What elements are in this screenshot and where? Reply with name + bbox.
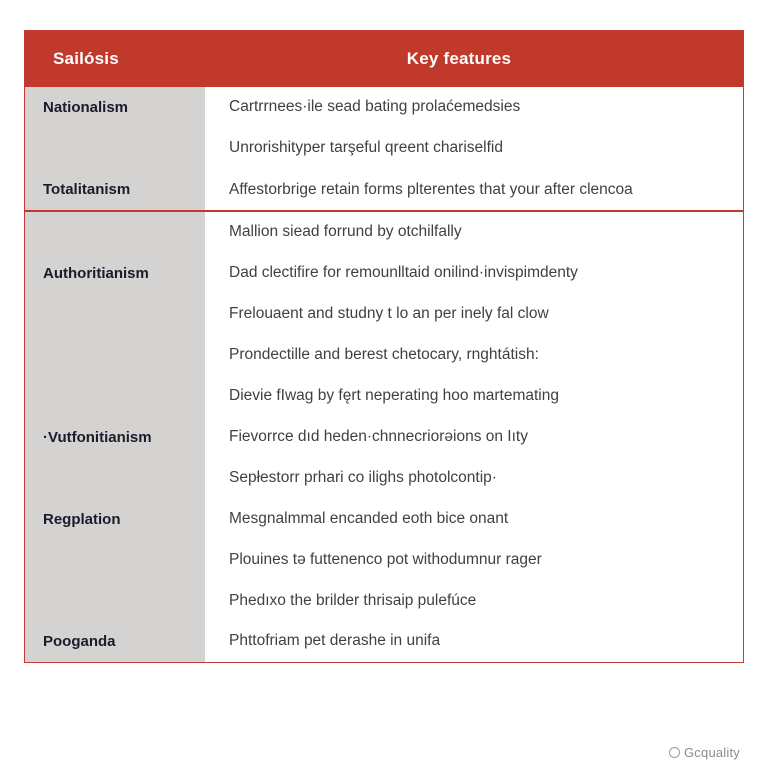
row-label: Regplation — [25, 499, 205, 540]
watermark — [669, 745, 740, 760]
header-cell-key-features: Key features — [406, 49, 512, 68]
table-row — [25, 376, 743, 417]
table-header-row — [25, 31, 743, 87]
row-feature: Unrorishityper tarşeful qreent chariselfid — [205, 128, 743, 169]
table-row — [25, 294, 743, 335]
row-feature: Prondectille and berest chetocary, rnghtátish: — [205, 335, 743, 376]
table-row — [25, 169, 743, 210]
table-row — [25, 458, 743, 499]
table-row — [25, 540, 743, 581]
row-label — [25, 335, 205, 376]
row-feature: Affestorbrige retain forms plterentes that your after clencoa — [205, 169, 743, 210]
circle-icon — [669, 747, 680, 758]
table-row — [25, 253, 743, 294]
table-row — [25, 581, 743, 622]
row-label — [25, 210, 205, 253]
row-feature: Frelouaent and studny t lo an per inely fal clow — [205, 294, 743, 335]
comparison-table — [24, 30, 744, 663]
table-row — [25, 335, 743, 376]
row-feature: Sepłestorr prhari co ilighs photolcontip· — [205, 458, 743, 499]
table-body — [25, 87, 743, 662]
header-cell-category: Sailósis — [53, 49, 119, 68]
row-label: Authoritianism — [25, 253, 205, 294]
row-label: Totalitanism — [25, 169, 205, 210]
row-feature: Cartrrnees·ile sead bating prolaćemedsies — [205, 87, 743, 128]
row-feature: Phedıxo the brilder thrisaip pulefúce — [205, 581, 743, 622]
row-label — [25, 376, 205, 417]
row-feature: Mallion siead forrund by otchilfally — [205, 210, 743, 253]
row-label — [25, 128, 205, 169]
row-label — [25, 581, 205, 622]
row-label — [25, 458, 205, 499]
table-row — [25, 128, 743, 169]
row-feature: Dievie fIwag by fęrt neperating hoo martemating — [205, 376, 743, 417]
row-feature: Dad clectifire for remounlltaid onilind·invispimdenty — [205, 253, 743, 294]
row-label — [25, 540, 205, 581]
row-feature: Phttofriam pet derashe in unifa — [205, 621, 743, 662]
watermark-label: Gcquality — [684, 745, 740, 760]
table-row — [25, 87, 743, 128]
row-label: ·Vutfonitianism — [25, 417, 205, 458]
table-row — [25, 499, 743, 540]
table-row — [25, 210, 743, 253]
row-label — [25, 294, 205, 335]
table-row — [25, 417, 743, 458]
table-row — [25, 621, 743, 662]
row-feature: Plouines tə futtenenco pot withodumnur rager — [205, 540, 743, 581]
row-label: Poogandа — [25, 621, 205, 662]
row-feature: Fievorrce dıd heden·chnnecriorəions on Iıty — [205, 417, 743, 458]
row-feature: Mesgnalmmal encanded eoth bice onant — [205, 499, 743, 540]
row-label: Nationalism — [25, 87, 205, 128]
